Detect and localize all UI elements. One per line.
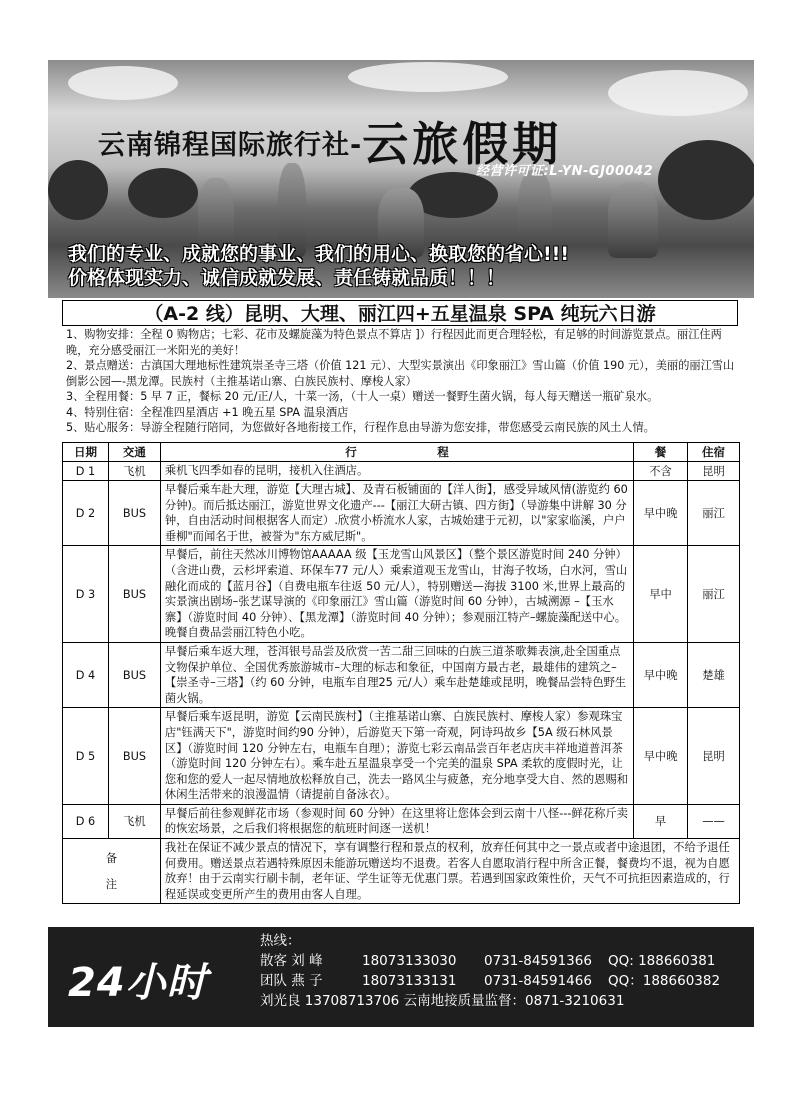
cloud-decoration <box>68 66 178 100</box>
table-header-row <box>63 443 740 462</box>
header-meal: 餐 <box>634 443 688 462</box>
company-name: 云南锦程国际旅行社- <box>98 130 363 161</box>
row-transport: 飞机 <box>108 462 160 481</box>
row-day: D 1 <box>63 462 109 481</box>
slogan-line: 我们的专业、成就您的事业、我们的用心、换取您的省心!!! <box>68 243 569 265</box>
hotline-24h: 24小时 <box>68 960 208 1006</box>
row-stay: 丽江 <box>688 546 740 643</box>
row-desc: 早餐后前往参观鲜花市场（参观时间 60 分钟）在这里将让您体会到云南十八怪---鲜花称斤卖的恢宏场景，之后我们将根据您的航班时间逐一送机！ <box>160 804 633 838</box>
contact-footer <box>48 927 754 1027</box>
table-row <box>63 481 740 546</box>
license-number: 经营许可证:L-YN-GJ00042 <box>476 164 654 179</box>
row-day: D 4 <box>63 642 109 707</box>
header-lodging: 住宿 <box>688 443 740 462</box>
tree-decoration <box>128 168 198 218</box>
row-transport: BUS <box>108 642 160 707</box>
row-desc: 早餐后乘车赴大理，游览【大理古城】、及青石板铺面的【洋人街】，感受异域风情(游览约 60 分钟)。而后抵达丽江，游览世界文化遗产---【丽江大研古镇、四方街】（导游集中讲解 30 分钟，自由活动时间根据客人而定）.欣赏小桥流水人家，古城始建于元初，以"家家临溪，户户垂柳"而闻名于世，被誉为"东方威尼斯"。 <box>160 481 633 546</box>
row-day: D 2 <box>63 481 109 546</box>
slogan <box>68 242 748 290</box>
row-transport: BUS <box>108 546 160 643</box>
row-meal: 早 <box>634 804 688 838</box>
table-row <box>63 546 740 643</box>
slogan-line: 价格体现实力、诚信成就发展、责任铸就品质！！！ <box>68 267 506 289</box>
row-transport: BUS <box>108 708 160 805</box>
row-transport: 飞机 <box>108 804 160 838</box>
row-stay: 昆明 <box>688 462 740 481</box>
row-day: D 5 <box>63 708 109 805</box>
row-desc: 乘机飞四季如春的昆明，接机入住酒店。 <box>160 462 633 481</box>
header-transport: 交通 <box>108 443 160 462</box>
row-day: D 6 <box>63 804 109 838</box>
remarks-text: 我社在保证不减少景点的情况下，享有调整行程和景点的权利，放弃任何其中之一景点或者中途退团，不给予退任何费用。赠送景点若遇特殊原因未能游玩赠送均不退费。若客人自愿取消行程中所含正餐，餐费均不退，视为自愿放弃！由于云南实行刷卡制，老年证、学生证等无优惠门票。若遇到国家政策性价，天气不可抗拒因素造成的，行程延误或变更所产生的费用由客人自理。 <box>160 839 739 904</box>
intro-item: 4、特别住宿：全程准四星酒店 +1 晚五星 SPA 温泉酒店 <box>66 405 349 419</box>
hotline-label: 热线： <box>260 933 301 949</box>
contact-qq: QQ: 188660381 <box>608 953 716 969</box>
contact-mobile: 18073133030 <box>362 953 457 969</box>
tree-decoration <box>658 140 754 220</box>
table-row <box>63 708 740 805</box>
intro-item: 3、全程用餐：5 早 7 正，餐标 20 元/正/人，十菜一汤，（十人一桌）赠送一餐野生菌火锅，每人每天赠送一瓶矿泉水。 <box>66 390 659 403</box>
row-meal: 早中晚 <box>634 481 688 546</box>
brand-name: 云旅假期 <box>362 117 563 171</box>
cloud-decoration <box>608 70 748 116</box>
contact-tel: 0731-84591466 <box>484 973 592 989</box>
table-row <box>63 642 740 707</box>
intro-item: 2、景点赠送：古滇国大理地标性建筑崇圣寺三塔（价值 121 元）、大型实景演出《印象丽江》雪山篇（价值 190 元），美丽的丽江雪山倒影公园—-黑龙潭。民族村（主推基诺山寨、白族民族村、摩梭人家） <box>66 359 735 388</box>
row-meal: 早中晚 <box>634 642 688 707</box>
row-day: D 3 <box>63 546 109 643</box>
row-stay: 楚雄 <box>688 642 740 707</box>
row-desc: 早餐后乘车返昆明，游览【云南民族村】（主推基诺山寨、白族民族村、摩梭人家）参观珠宝店"钰满天下"，游览时间约90 分钟），后游览天下第一奇观，阿诗玛故乡【5A 级石林风景区】（游览时间 120 分钟左右，电瓶车自理）；游览七彩云南品尝百年老店庆丰祥地道普洱茶（游览时间 120 分钟左右）。乘车赴五星温泉享受一个完美的温泉 SPA 柔软的度假时光，让您和您的爱人一起尽情地放松释放自己，洗去一路风尘与疲惫，充分地享受大自、然的恩赐和休闲生活带来的浪漫温情（请提前自备泳衣）。 <box>160 708 633 805</box>
cloud-decoration <box>348 62 508 92</box>
row-desc: 早餐后，前往天然冰川博物馆AAAAA 级【玉龙雪山风景区】（整个景区游览时间 240 分钟）（含进山费，云杉坪索道、环保车77 元/人）乘索道观玉龙雪山，甘海子牧场，白水河，雪山融化而成的【蓝月谷】（自费电瓶车往返 50 元/人），特别赠送—海拔 3100 米,世界上最高的实景演出剧场–张艺谋导演的《印象丽江》雪山篇（游览时间 60 分钟），古城溯源 –【玉水寨】（游览时间 40 分钟）、【黑龙潭】（游览时间 40 分钟）；参观丽江特产–螺旋藻配送中心。晚餐自费品尝丽江特色小吃。 <box>160 546 633 643</box>
table-row <box>63 804 740 838</box>
contact-mobile: 18073133131 <box>362 973 457 989</box>
contact-name: 散客 刘 峰 <box>260 953 323 969</box>
contact-qq: QQ：188660382 <box>608 973 721 989</box>
supervision-line: 刘光良 13708713706 云南地接质量监督：0871-3210631 <box>260 993 625 1009</box>
itinerary-table <box>62 442 740 904</box>
contact-tel: 0731-84591366 <box>484 953 592 969</box>
header-banner <box>48 60 754 298</box>
header-itinerary: 行 程 <box>160 443 633 462</box>
intro-item: 5、贴心服务：导游全程随行陪同，为您做好各地衔接工作，行程作息由导游为您安排，带您感受云南民族的风土人情。 <box>66 421 655 434</box>
contact-name: 团队 燕 子 <box>260 973 323 989</box>
table-row <box>63 462 740 481</box>
row-meal: 早中 <box>634 546 688 643</box>
row-stay: 昆明 <box>688 708 740 805</box>
contact-list <box>260 931 720 1011</box>
row-meal: 早中晚 <box>634 708 688 805</box>
tour-intro <box>66 327 742 436</box>
contact-row <box>260 951 720 971</box>
header-date: 日期 <box>63 443 109 462</box>
row-transport: BUS <box>108 481 160 546</box>
row-desc: 早餐后乘车返大理，苍洱银号品尝及欣赏一苦二甜三回味的白族三道茶歌舞表演,赴全国重点文物保护单位、全国优秀旅游城市–大理的标志和象征，中国南方最古老，最雄伟的建筑之–【崇圣寺–三塔】（约 60 分钟，电瓶车自理25 元/人）乘车赴楚雄或昆明，晚餐品尝特色野生菌火锅。 <box>160 642 633 707</box>
tour-title: （A-2 线）昆明、大理、丽江四+五星温泉 SPA 纯玩六日游 <box>62 300 738 326</box>
row-stay: —— <box>688 804 740 838</box>
intro-item: 1、购物安排：全程 0 购物店；七彩、花市及螺旋藻为特色景点不算店 ]）行程因此而更合理轻松，有足够的时间游览景点。丽江住两晚，充分感受丽江一米阳光的美好！ <box>66 328 722 357</box>
row-stay: 丽江 <box>688 481 740 546</box>
remarks-row <box>63 839 740 904</box>
contact-row <box>260 971 720 991</box>
remarks-label: 备 注 <box>63 839 161 904</box>
row-meal: 不含 <box>634 462 688 481</box>
